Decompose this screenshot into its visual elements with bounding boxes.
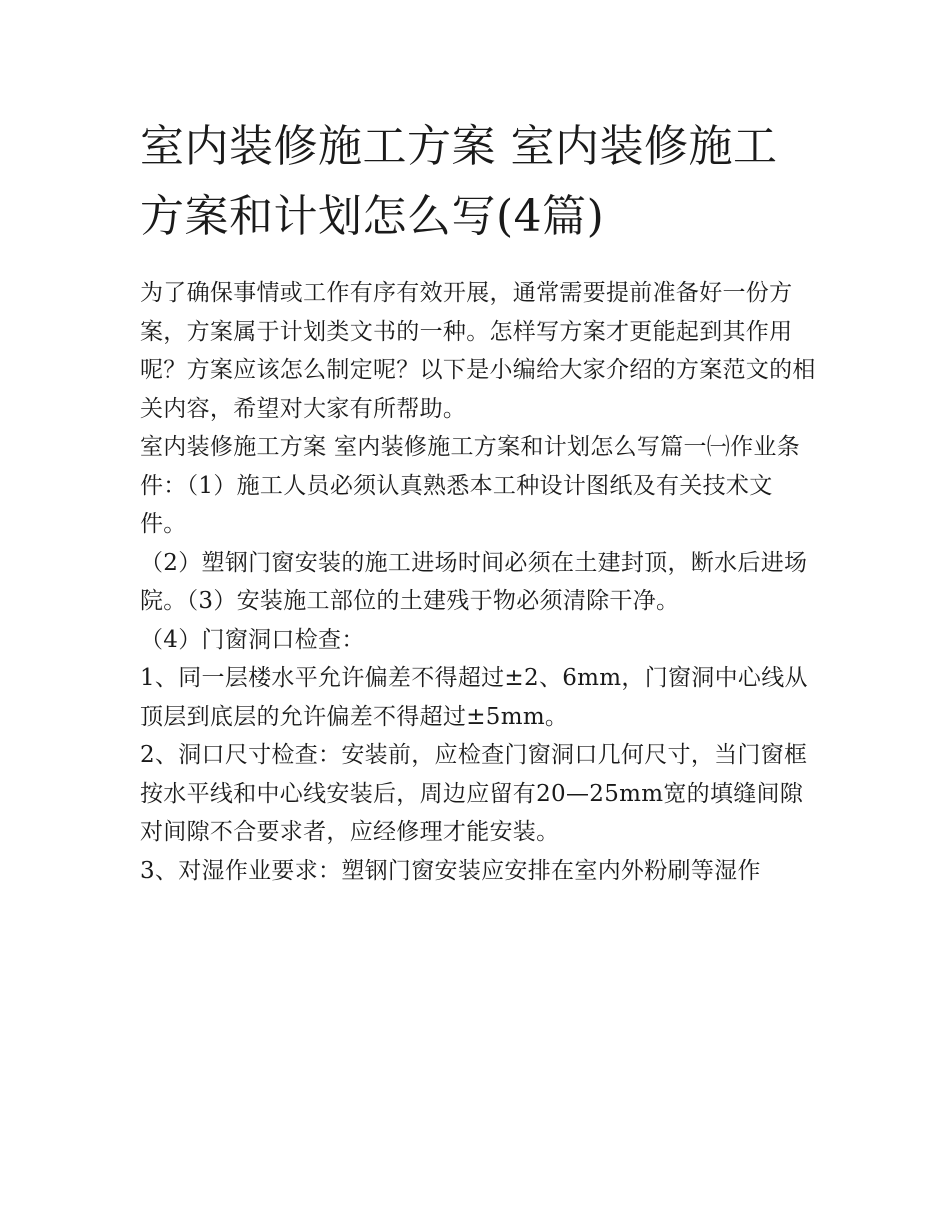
paragraph-opening-check: （4）门窗洞口检查： <box>140 626 365 653</box>
intro-paragraph: 为了确保事情或工作有序有效开展，通常需要提前准备好一份方案，方案属于计划类文书的一种。怎样写方案才更能起到其作用呢？方案应该怎么制定呢？以下是小编给大家介绍的方案范文的相关内容，希望对大家有所帮助。 <box>140 280 816 422</box>
paragraph-item-3: 3、对湿作业要求：塑钢门窗安装应安排在室内外粉刷等湿作 <box>140 857 761 884</box>
paragraph-conditions: 室内装修施工方案 室内装修施工方案和计划怎么写篇一㈠作业条件：（1）施工人员必须认真熟悉本工种设计图纸及有关技术文件。 <box>140 434 801 537</box>
paragraph-item-1: 1、同一层楼水平允许偏差不得超过±2、6mm，门窗洞中心线从顶层到底层的允许偏差不得超过±5mm。 <box>140 665 808 730</box>
paragraph-item-2: 2、洞口尺寸检查：安装前，应检查门窗洞口几何尺寸，当门窗框按水平线和中心线安装后，周边应留有20—25mm宽的填缝间隙对间隙不合要求者，应经修理才能安装。 <box>140 742 808 845</box>
document-title: 室内装修施工方案 室内装修施工方案和计划怎么写(4篇) <box>140 121 778 242</box>
paragraph-entry-time: （2）塑钢门窗安装的施工进场时间必须在土建封顶，断水后进场院。（3）安装施工部位的土建残于物必须清除干净。 <box>140 549 808 614</box>
document-page <box>140 112 816 890</box>
